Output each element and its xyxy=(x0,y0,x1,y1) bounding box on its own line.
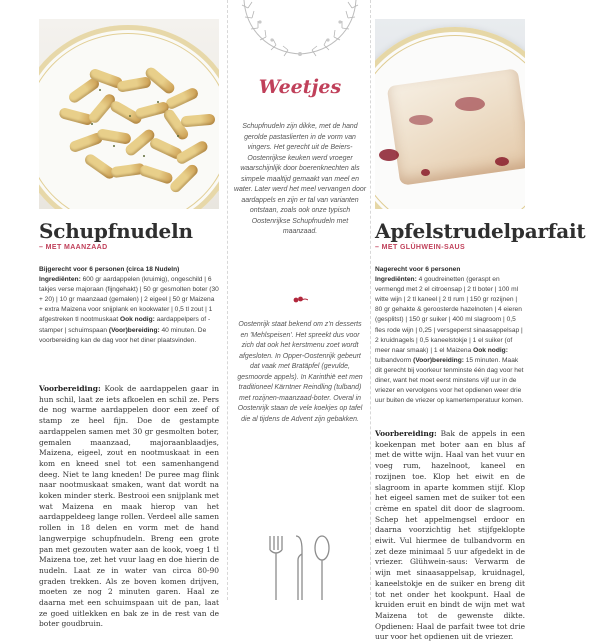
poppy-seed xyxy=(157,101,159,103)
ingredients-block xyxy=(375,265,525,406)
recipe-subtitle: – MET MAANZAAD xyxy=(39,244,108,251)
fact-paragraph-1: Schupfnudeln zijn dikke, met de hand gerolde pastaslierten in de vorm van vingers. Het gerecht uit de Beiers-Oostenrijkse keuken werd vroeger waarschijnlijk door boerenknechten als simpele maaltijd gemaakt van meel en water. Later werd het meel vervangen door aardappels en zijn er tal van varianten ontstaan, zoals ook onze typisch Oostenrijkse Schupfnudeln met maanzaad. xyxy=(234,123,367,235)
method-label: Voorbereiding: xyxy=(375,429,437,438)
method-label: Voorbereiding: xyxy=(39,384,101,393)
prep-text: 40 minuten. De voorbereiding kan de dag voor het diner plaatsvinden. xyxy=(39,326,207,344)
wreath-ornament xyxy=(238,0,362,60)
apfelstrudelparfait-photo xyxy=(375,19,525,209)
recipe-title: Schupfnudeln xyxy=(39,219,193,243)
needed-label: Ook nodig: xyxy=(120,316,155,324)
method-steps: Kook de aardappelen gaar in hun schil, laat ze iets afkoelen en schil ze. Pers de nog warme aardappelen door een zeef of stamp ze heel fijn. Doe de gestampte aardappelen samen met 30 gr gesmolten boter, gemalen maanzaad, majoraanblaadjes, Maizena, eigeel, zout en nootmuskaat in een kom en kneed snel tot een samenhangend deeg. Niet te lang kneden! De puree mag flink naar nootmuskaat smaken, want dat wordt na koken minder sterk. Bestrooi een snijplank met wat Maizena en maak hierop van het aardappeldeeg lange rollen. Verdeel alle samen rollen in 18 delen en vorm met de hand langwerpige schupfnudeln. Breng een grote pan met gezouten water aan de kook, voeg 1 tl Maizena toe, zet het vuur laag en doe hierin de nudeln. Laat ze in water van circa 80-90 graden trekken. Als ze boven komen drijven, moeten ze nog 2 minuten garen. Haal ze daarna met een schuimspaan uit de pan, laat ze goed uitlekken en bak ze in de rest van de boter goudbruin. xyxy=(39,384,219,629)
poppy-seed xyxy=(143,155,145,157)
schupfnudeln-photo xyxy=(39,19,219,209)
prep-text: 15 minuten. Maak dit gerecht bij voorkeur tenminste één dag voor het diner, want het moet eerst minstens vijf uur in de vriezer en vervolgens voor het opdienen weer drie uur buiten de vriezer op kamertemperatuur komen. xyxy=(375,356,524,405)
column-divider-left xyxy=(227,0,228,600)
sauce-drop xyxy=(455,97,485,111)
ingredients-label: Ingrediënten: xyxy=(375,276,417,284)
recipe-subtitle: – MET GLÜHWEIN-SAUS xyxy=(375,244,466,251)
poppy-seed xyxy=(91,123,93,125)
needed-label: Ook nodig: xyxy=(473,346,508,354)
ingredients-list: 600 gr aardappelen (kruimig), ongeschild | 6 takjes verse majoraan (fijngehakt) | 50 gr gesmolten boter (30 + 20) | 10 gr maanzaad (gemalen) | 2 eigeel | 50 gr Maizena + extra Maizena voor snijplank en kookwater | 0,5 tl zout | 1 afgestreken tl nootmuskaat xyxy=(39,276,219,324)
sauce-drop xyxy=(409,115,433,125)
poppy-seed xyxy=(113,145,115,147)
method-text xyxy=(39,384,219,630)
ingredients-block xyxy=(39,265,219,346)
poppy-seed xyxy=(177,135,179,137)
ingredients-list: 4 goudreinetten (geraspt en vermengd met 2 el citroensap | 2 tl boter | 100 ml witte wijn | 2 tl kaneel | 2 tl rum | 150 gr rozijnen | 80 gr gehakte & geroosterde hazelnoten | 4 eieren (gesplitst) | 150 gr suiker | 400 ml slagroom | 0,5 fles rode wijn | 0,25 | versgeperst sinaasappelsap | 2 kruidnagels | 0,5 kaneelstokje | 1 el suiker (of meer naar smaak) | 1 el Maizena xyxy=(375,276,523,354)
parfait-slice xyxy=(387,68,525,185)
poppy-seed xyxy=(99,89,101,91)
method-steps: Bak de appels in een koekenpan met boter aan en blus af met de witte wijn. Haal van het vuur en voeg rum, hazelnoot, kaneel en rozijnen toe. Klop het eiwit en de slagroom in aparte kommen stijf. Klop het eigeel samen met de suiker tot een crème en spatel dit door de slagroom. Schep het appelmengsel erdoor en daarna voorzichtig het stijfgeklopte eiwit. Vul hiermee de tulbandvorm en zet deze minimaal 5 uur afgedekt in de vriezer. Glühwein-saus: Verwarm de wijn met sinaasappelsap, kruidnagel, kaneelstokje en de suiker en breng dit tot net onder het kookpunt. Haal de kruiden eruit en bindt de wijn met wat Maizena tot de gewenste dikte. Opdienen: Haal de parfait twee tot drie uur voor het opdienen uit de vriezer. xyxy=(375,429,525,642)
cutlery-icon xyxy=(262,534,338,600)
ingredients-label: Ingrediënten: xyxy=(39,276,81,284)
needed-list: tulbandvorm xyxy=(375,356,414,364)
sauce-drop xyxy=(421,169,430,176)
prep-label: (Voor)bereiding: xyxy=(108,326,160,334)
berry-ornament-icon xyxy=(292,296,308,304)
sauce-drop xyxy=(379,149,399,161)
poppy-seed xyxy=(129,115,131,117)
recipe-title: Apfelstrudelparfait xyxy=(375,219,586,243)
needed-list: aardappelpers of -stamper | schuimspaan xyxy=(39,316,211,334)
serves-line: Bijgerecht voor 6 personen (circa 18 Nudeln) xyxy=(39,266,180,273)
sauce-drop xyxy=(495,157,509,166)
prep-label: (Voor)bereiding: xyxy=(413,356,464,364)
column-divider-right xyxy=(370,0,371,600)
serves-line: Nagerecht voor 6 personen xyxy=(375,266,461,273)
sidebar-heading: Weetjes xyxy=(258,76,342,98)
fact-paragraph-2: Oostenrijk staat bekend om z'n desserts en 'Mehlspeisen'. Het spreekt dus voor zich dat ook het kerstmenu zoet wordt afgesloten. In Opper-Oostenrijk gebeurt dat vaak met Bratäpfel (gevulde, gesmoorde appels). In Karinthië eet men traditioneel Kärntner Reindling (tulband) met rozijnen-maanzaad-boter. Overal in Oostenrijk staan de vele koekjes op tafel die al tijdens de Advent zijn gebakken. xyxy=(237,321,363,423)
method-text xyxy=(375,429,525,643)
